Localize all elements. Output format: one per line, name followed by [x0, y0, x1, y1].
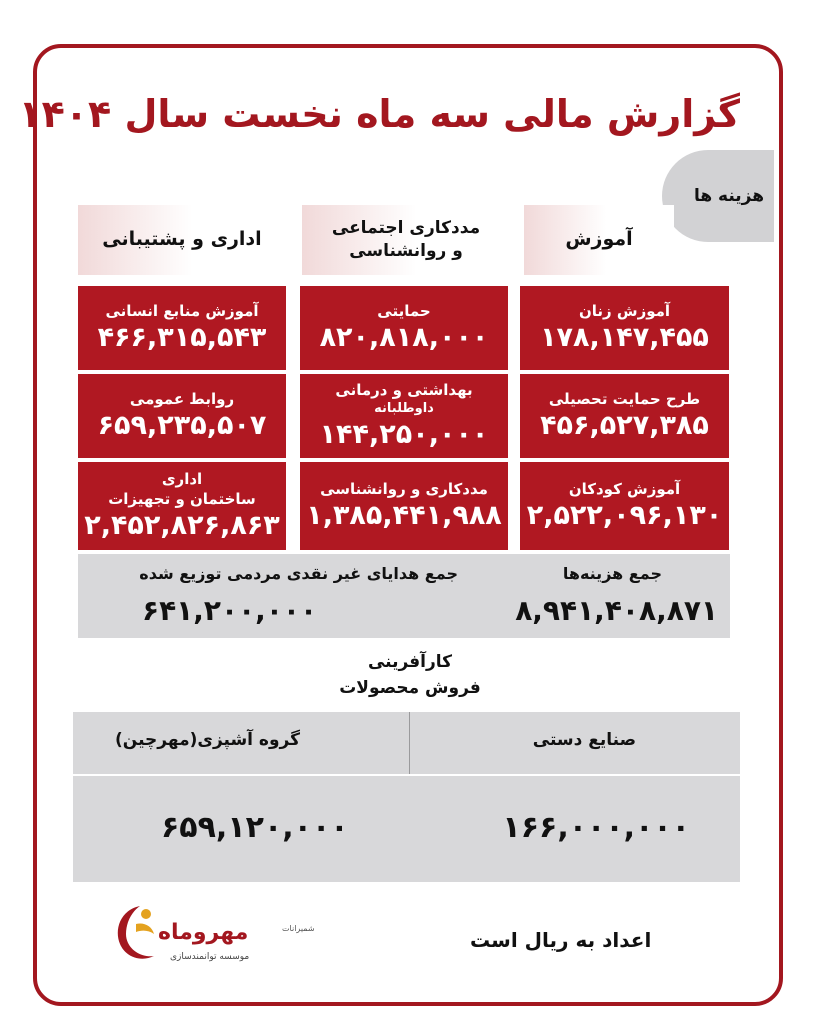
total-gifts-label: جمع هدایای غیر نقدی مردمی توزیع شده	[139, 564, 458, 583]
social-cell-counseling	[300, 462, 508, 550]
cell-label: بهداشتی و درمانی	[335, 381, 473, 400]
education-cell-women	[520, 286, 729, 370]
education-cell-support	[520, 374, 729, 458]
cell-label: طرح حمایت تحصیلی	[548, 390, 701, 408]
cell-label: آموزش منابع انسانی	[105, 302, 259, 320]
sales-row-divider	[73, 774, 740, 776]
admin-cell-public-relations	[78, 374, 286, 458]
total-gifts-value: ۶۴۱,۲۰۰,۰۰۰	[142, 594, 318, 627]
column-header-education: آموزش	[524, 205, 674, 275]
entrepreneurship-title: کارآفرینی	[367, 652, 453, 672]
cell-value: ۲,۴۵۲,۸۲۶,۸۶۳	[84, 510, 280, 542]
social-cell-supportive	[300, 286, 508, 370]
logo-name: مهروماه	[158, 920, 249, 945]
social-cell-health	[300, 374, 508, 458]
cell-label: روابط عمومی	[129, 390, 235, 408]
admin-cell-hr-training	[78, 286, 286, 370]
cooking-header: گروه آشپزی(مهرچین)	[115, 730, 300, 750]
cell-value: ۱۷۸,۱۴۷,۴۵۵	[540, 322, 709, 354]
sales-table	[73, 712, 740, 882]
cooking-value: ۶۵۹,۱۲۰,۰۰۰	[161, 810, 349, 845]
cell-label: آموزش زنان	[578, 302, 671, 320]
cell-label-secondary: ساختمان و تجهیزات	[108, 490, 256, 509]
cell-label: حمایتی	[377, 302, 431, 320]
expenses-badge: هزینه ها	[662, 150, 774, 242]
handicrafts-header: صنایع دستی	[532, 730, 636, 750]
cell-value: ۶۵۹,۲۳۵,۵۰۷	[97, 410, 267, 442]
cell-label-secondary: داوطلبانه	[374, 401, 434, 417]
education-cell-children	[520, 462, 729, 550]
logo-crescent-icon	[110, 900, 160, 966]
currency-note: اعداد به ریال است	[470, 928, 652, 952]
column-header-admin: اداری و پشتیبانی	[78, 205, 286, 275]
cell-value: ۴۶۶,۳۱۵,۵۴۳	[97, 322, 267, 354]
total-expenses-label: جمع هزینه‌ها	[562, 564, 662, 583]
logo-location: شمیرانات	[282, 924, 315, 933]
admin-cell-office	[78, 462, 286, 550]
cell-value: ۸۲۰,۸۱۸,۰۰۰	[319, 322, 489, 354]
handicrafts-value: ۱۶۶,۰۰۰,۰۰۰	[502, 810, 690, 845]
cell-label: اداری	[161, 469, 203, 488]
cell-label: مددکاری و روانشناسی	[320, 480, 488, 498]
cell-value: ۱۴۴,۲۵۰,۰۰۰	[319, 419, 489, 451]
total-expenses-value: ۸,۹۴۱,۴۰۸,۸۷۱	[515, 594, 718, 627]
cell-value: ۲,۵۲۲,۰۹۶,۱۳۰	[526, 500, 723, 532]
cell-value: ۴۵۶,۵۲۷,۳۸۵	[540, 410, 709, 442]
totals-panel	[78, 554, 730, 638]
entrepreneurship-subtitle: فروش محصولات	[339, 678, 481, 698]
cell-value: ۱,۳۸۵,۴۴۱,۹۸۸	[306, 500, 502, 532]
column-header-social	[302, 205, 510, 275]
logo-subtitle: موسسه توانمندسازی	[170, 952, 250, 962]
column-header-social-line2: و روانشناسی	[349, 241, 463, 261]
page-title: گزارش مالی سه ماه نخست سال ۱۴۰۴	[18, 92, 740, 136]
column-header-social-line1: مددکاری اجتماعی	[331, 218, 481, 239]
logo	[110, 900, 320, 970]
sales-divider	[409, 712, 410, 774]
cell-label: آموزش کودکان	[568, 480, 681, 498]
